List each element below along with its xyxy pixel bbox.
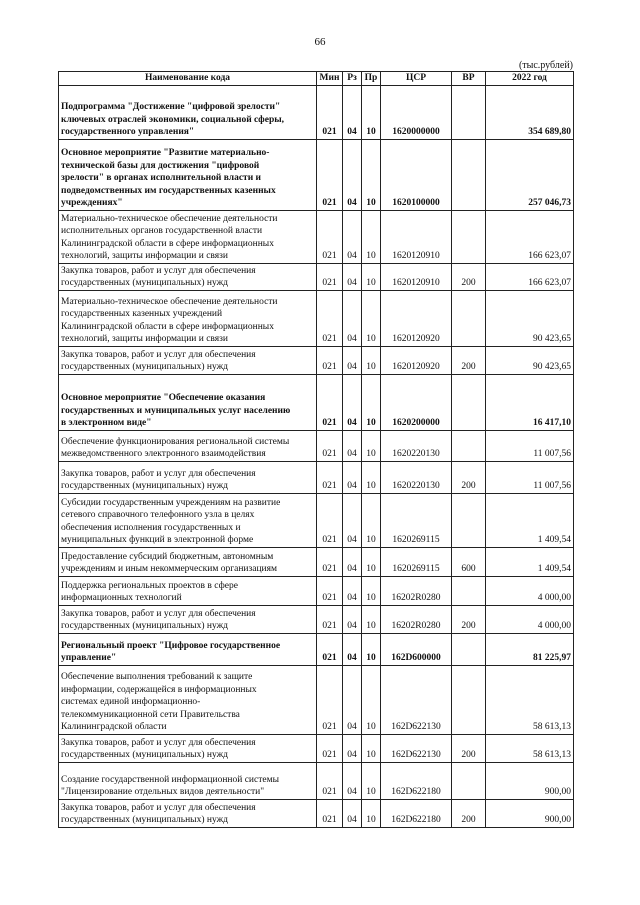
row-csr: 1620220130 bbox=[381, 462, 452, 494]
row-name-line: учреждениям и иным некоммерческим организациям bbox=[61, 564, 278, 575]
row-name-line: Подпрограмма "Достижение "цифровой зрелости" bbox=[61, 102, 281, 113]
row-name bbox=[59, 211, 317, 264]
row-pr: 10 bbox=[362, 462, 381, 494]
row-name-line: государственных (муниципальных) нужд bbox=[61, 750, 228, 761]
row-vr: 200 bbox=[452, 347, 486, 375]
row-name-line: системах единой информационно- bbox=[61, 697, 201, 708]
row-name-line: Материально-техническое обеспечение деятельности bbox=[61, 213, 278, 224]
row-pr: 10 bbox=[362, 548, 381, 577]
table-row bbox=[59, 577, 574, 606]
row-pr: 10 bbox=[362, 431, 381, 462]
row-vr: 600 bbox=[452, 548, 486, 577]
row-name bbox=[59, 800, 317, 828]
units-label: (тыс.рублей) bbox=[518, 60, 573, 71]
row-name bbox=[59, 375, 317, 431]
row-csr: 162D622180 bbox=[381, 763, 452, 800]
row-pr: 10 bbox=[362, 140, 381, 211]
row-min: 021 bbox=[317, 291, 343, 347]
row-sum: 354 689,80 bbox=[486, 86, 574, 140]
table-row bbox=[59, 347, 574, 375]
row-vr: 200 bbox=[452, 264, 486, 291]
row-rz: 04 bbox=[343, 291, 362, 347]
row-csr: 1620120920 bbox=[381, 291, 452, 347]
row-csr: 1620120910 bbox=[381, 264, 452, 291]
row-pr: 10 bbox=[362, 666, 381, 735]
row-min: 021 bbox=[317, 86, 343, 140]
row-min: 021 bbox=[317, 634, 343, 666]
row-pr: 10 bbox=[362, 375, 381, 431]
row-min: 021 bbox=[317, 606, 343, 634]
row-pr: 10 bbox=[362, 800, 381, 828]
row-vr: 200 bbox=[452, 735, 486, 763]
row-rz: 04 bbox=[343, 494, 362, 548]
row-min: 021 bbox=[317, 431, 343, 462]
row-name-line: технологий, защиты информации и связи bbox=[61, 251, 228, 262]
row-sum: 900,00 bbox=[486, 800, 574, 828]
row-name bbox=[59, 735, 317, 763]
page-number: 66 bbox=[314, 36, 326, 48]
row-min: 021 bbox=[317, 375, 343, 431]
row-name-line: Закупка товаров, работ и услуг для обеспечения bbox=[61, 265, 256, 276]
row-rz: 04 bbox=[343, 347, 362, 375]
row-rz: 04 bbox=[343, 735, 362, 763]
table-row bbox=[59, 86, 574, 140]
row-pr: 10 bbox=[362, 634, 381, 666]
row-name bbox=[59, 86, 317, 140]
row-pr: 10 bbox=[362, 494, 381, 548]
row-csr: 1620000000 bbox=[381, 86, 452, 140]
header-name: Наименование кода bbox=[59, 72, 317, 86]
table-row bbox=[59, 800, 574, 828]
row-vr bbox=[452, 291, 486, 347]
row-pr: 10 bbox=[362, 291, 381, 347]
row-min: 021 bbox=[317, 347, 343, 375]
row-sum: 81 225,97 bbox=[486, 634, 574, 666]
row-min: 021 bbox=[317, 763, 343, 800]
row-name-line: Предоставление субсидий бюджетным, автономным bbox=[61, 551, 274, 562]
row-pr: 10 bbox=[362, 735, 381, 763]
row-sum: 1 409,54 bbox=[486, 494, 574, 548]
row-name-line: государственного управления" bbox=[61, 127, 195, 138]
table-row bbox=[59, 634, 574, 666]
row-sum: 11 007,56 bbox=[486, 462, 574, 494]
row-vr bbox=[452, 431, 486, 462]
row-name-line: Закупка товаров, работ и услуг для обеспечения bbox=[61, 349, 256, 360]
row-name-line: обеспечения исполнения государственных и bbox=[61, 522, 241, 533]
row-min: 021 bbox=[317, 140, 343, 211]
row-rz: 04 bbox=[343, 462, 362, 494]
row-name bbox=[59, 763, 317, 800]
row-name-line: в электронном виде" bbox=[61, 418, 152, 429]
row-vr: 200 bbox=[452, 800, 486, 828]
row-name-line: зрелости" в органах исполнительной власти и bbox=[61, 173, 262, 184]
row-rz: 04 bbox=[343, 211, 362, 264]
row-name-line: Закупка товаров, работ и услуг для обеспечения bbox=[61, 802, 256, 813]
row-vr bbox=[452, 577, 486, 606]
table-row bbox=[59, 666, 574, 735]
row-vr bbox=[452, 494, 486, 548]
row-csr: 162D622180 bbox=[381, 800, 452, 828]
header-vr: ВР bbox=[452, 72, 486, 86]
row-min: 021 bbox=[317, 735, 343, 763]
row-vr bbox=[452, 375, 486, 431]
row-name bbox=[59, 140, 317, 211]
table-row bbox=[59, 606, 574, 634]
row-sum: 900,00 bbox=[486, 763, 574, 800]
row-rz: 04 bbox=[343, 800, 362, 828]
row-rz: 04 bbox=[343, 577, 362, 606]
row-vr bbox=[452, 634, 486, 666]
row-csr: 16202R0280 bbox=[381, 577, 452, 606]
row-vr bbox=[452, 140, 486, 211]
row-name bbox=[59, 606, 317, 634]
row-name-line: управление" bbox=[61, 653, 117, 664]
row-name-line: Региональный проект "Цифровое государственное bbox=[61, 640, 281, 651]
row-name bbox=[59, 577, 317, 606]
row-name-line: учреждениях" bbox=[61, 198, 123, 209]
row-name-line: технологий, защиты информации и связи bbox=[61, 334, 228, 345]
row-rz: 04 bbox=[343, 140, 362, 211]
row-name-line: государственных казенных учреждений bbox=[61, 309, 223, 320]
row-vr: 200 bbox=[452, 606, 486, 634]
row-csr: 1620120910 bbox=[381, 211, 452, 264]
header-year: 2022 год bbox=[486, 72, 574, 86]
row-rz: 04 bbox=[343, 431, 362, 462]
row-vr bbox=[452, 86, 486, 140]
row-pr: 10 bbox=[362, 577, 381, 606]
row-name-line: ключевых отраслей экономики, социальной сферы, bbox=[61, 114, 285, 125]
budget-table bbox=[58, 71, 574, 828]
row-name-line: государственных (муниципальных) нужд bbox=[61, 278, 228, 289]
row-sum: 1 409,54 bbox=[486, 548, 574, 577]
row-rz: 04 bbox=[343, 763, 362, 800]
row-name-line: Материально-техническое обеспечение деятельности bbox=[61, 296, 278, 307]
row-min: 021 bbox=[317, 666, 343, 735]
row-name-line: государственных (муниципальных) нужд bbox=[61, 481, 228, 492]
row-name-line: подведомственных им государственных казенных bbox=[61, 185, 276, 196]
row-rz: 04 bbox=[343, 86, 362, 140]
row-csr: 1620269115 bbox=[381, 548, 452, 577]
row-name-line: межведомственного электронного взаимодействия bbox=[61, 449, 266, 460]
row-csr: 162D622130 bbox=[381, 666, 452, 735]
row-name-line: исполнительных органов государственной власти bbox=[61, 226, 263, 237]
header-pr: Пр bbox=[362, 72, 381, 86]
table-row bbox=[59, 763, 574, 800]
row-name-line: государственных и муниципальных услуг населению bbox=[61, 405, 291, 416]
row-csr: 1620220130 bbox=[381, 431, 452, 462]
row-sum: 16 417,10 bbox=[486, 375, 574, 431]
table-row bbox=[59, 264, 574, 291]
row-csr: 1620100000 bbox=[381, 140, 452, 211]
row-vr bbox=[452, 666, 486, 735]
row-pr: 10 bbox=[362, 763, 381, 800]
row-rz: 04 bbox=[343, 548, 362, 577]
row-csr: 1620200000 bbox=[381, 375, 452, 431]
row-rz: 04 bbox=[343, 375, 362, 431]
row-name bbox=[59, 431, 317, 462]
row-pr: 10 bbox=[362, 347, 381, 375]
row-name bbox=[59, 666, 317, 735]
row-min: 021 bbox=[317, 577, 343, 606]
row-sum: 90 423,65 bbox=[486, 347, 574, 375]
row-vr: 200 bbox=[452, 462, 486, 494]
row-sum: 11 007,56 bbox=[486, 431, 574, 462]
row-name-line: муниципальных функций в электронной форме bbox=[61, 535, 254, 546]
row-min: 021 bbox=[317, 211, 343, 264]
row-name-line: Субсидии государственным учреждениям на развитие bbox=[61, 497, 281, 508]
row-csr: 1620120920 bbox=[381, 347, 452, 375]
row-pr: 10 bbox=[362, 86, 381, 140]
row-sum: 58 613,13 bbox=[486, 666, 574, 735]
row-name-line: Основное мероприятие "Развитие материально- bbox=[61, 148, 270, 159]
row-name bbox=[59, 291, 317, 347]
row-vr bbox=[452, 211, 486, 264]
row-name-line: сетевого справочного телефонного узла в целях bbox=[61, 510, 255, 521]
row-min: 021 bbox=[317, 548, 343, 577]
row-name bbox=[59, 548, 317, 577]
row-sum: 257 046,73 bbox=[486, 140, 574, 211]
row-sum: 4 000,00 bbox=[486, 577, 574, 606]
header-min: Мин bbox=[317, 72, 343, 86]
row-name-line: информации, содержащейся в информационных bbox=[61, 684, 257, 695]
row-rz: 04 bbox=[343, 264, 362, 291]
table-row bbox=[59, 462, 574, 494]
row-name-line: Калининградской области в сфере информационных bbox=[61, 238, 274, 249]
row-rz: 04 bbox=[343, 666, 362, 735]
row-csr: 162D622130 bbox=[381, 735, 452, 763]
row-sum: 166 623,07 bbox=[486, 211, 574, 264]
row-name-line: Калининградской области bbox=[61, 722, 167, 733]
row-name bbox=[59, 347, 317, 375]
table-header-row bbox=[59, 72, 574, 86]
row-rz: 04 bbox=[343, 606, 362, 634]
row-name bbox=[59, 494, 317, 548]
row-name-line: Поддержка региональных проектов в сфере bbox=[61, 580, 238, 591]
table-row bbox=[59, 375, 574, 431]
row-csr: 16202R0280 bbox=[381, 606, 452, 634]
row-name-line: телекоммуникационной сети Правительства bbox=[61, 709, 240, 720]
row-pr: 10 bbox=[362, 211, 381, 264]
row-csr: 162D600000 bbox=[381, 634, 452, 666]
row-name-line: информационных технологий bbox=[61, 593, 182, 604]
table-row bbox=[59, 735, 574, 763]
row-pr: 10 bbox=[362, 264, 381, 291]
row-name-line: Обеспечение функционирования региональной системы bbox=[61, 436, 290, 447]
row-name-line: Обеспечение выполнения требований к защите bbox=[61, 672, 253, 683]
row-name-line: Основное мероприятие "Обеспечение оказания bbox=[61, 393, 266, 404]
row-min: 021 bbox=[317, 264, 343, 291]
row-sum: 166 623,07 bbox=[486, 264, 574, 291]
row-name-line: государственных (муниципальных) нужд bbox=[61, 362, 228, 373]
header-rz: Рз bbox=[343, 72, 362, 86]
row-rz: 04 bbox=[343, 634, 362, 666]
table-row bbox=[59, 431, 574, 462]
row-name-line: технической базы для достижения "цифровой bbox=[61, 160, 260, 171]
row-sum: 58 613,13 bbox=[486, 735, 574, 763]
table-body bbox=[59, 86, 574, 828]
row-name bbox=[59, 462, 317, 494]
table-row bbox=[59, 494, 574, 548]
table-row bbox=[59, 140, 574, 211]
row-pr: 10 bbox=[362, 606, 381, 634]
row-name-line: Закупка товаров, работ и услуг для обеспечения bbox=[61, 468, 256, 479]
row-sum: 90 423,65 bbox=[486, 291, 574, 347]
row-name bbox=[59, 634, 317, 666]
row-min: 021 bbox=[317, 462, 343, 494]
row-sum: 4 000,00 bbox=[486, 606, 574, 634]
row-min: 021 bbox=[317, 800, 343, 828]
table-row bbox=[59, 211, 574, 264]
table-row bbox=[59, 548, 574, 577]
row-csr: 1620269115 bbox=[381, 494, 452, 548]
row-name-line: государственных (муниципальных) нужд bbox=[61, 621, 228, 632]
row-name-line: Закупка товаров, работ и услуг для обеспечения bbox=[61, 608, 256, 619]
row-vr bbox=[452, 763, 486, 800]
row-name-line: "Лицензирование отдельных видов деятельности" bbox=[61, 787, 265, 798]
table-row bbox=[59, 291, 574, 347]
row-name-line: государственных (муниципальных) нужд bbox=[61, 815, 228, 826]
row-name bbox=[59, 264, 317, 291]
row-name-line: Калининградской области в сфере информационных bbox=[61, 321, 274, 332]
row-name-line: Закупка товаров, работ и услуг для обеспечения bbox=[61, 737, 256, 748]
row-min: 021 bbox=[317, 494, 343, 548]
header-csr: ЦСР bbox=[381, 72, 452, 86]
row-name-line: Создание государственной информационной системы bbox=[61, 774, 279, 785]
